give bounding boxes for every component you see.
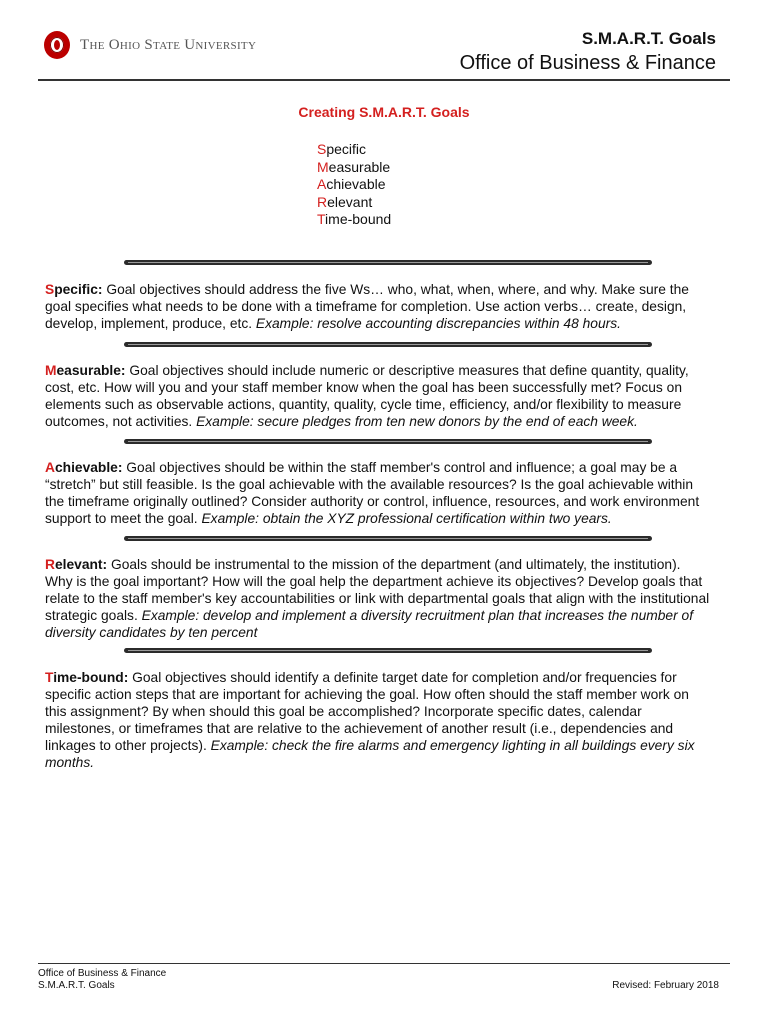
section-example: Example: resolve accounting discrepancies within 48 hours. — [255, 316, 621, 331]
section-example: Example: develop and implement a diversity recruitment plan that increases the number of diversity candidates by ten percent — [45, 608, 694, 640]
acronym-item: Specific — [317, 141, 367, 157]
acronym-item: Achievable — [317, 176, 386, 193]
footer-divider — [38, 963, 730, 964]
section-relevant — [45, 556, 710, 641]
acronym-item: Relevant — [317, 193, 373, 210]
acronym-list — [317, 141, 391, 229]
section-example: Example: check the fire alarms and emergency lighting in all buildings every six months. — [45, 738, 695, 770]
section-divider — [118, 341, 658, 348]
section-body: Goal objectives should be within the staff member's control and influence; a goal may be a “stretch” but still feasible. Is the goal achievable with the available resources? Is the goal achievable within the timeframe originally outlined? Consider authority or control, influence, resources, and work environment support to meet the goal. — [45, 460, 700, 526]
footer-doc: S.M.A.R.T. Goals — [38, 980, 115, 991]
footer-office: Office of Business & Finance — [38, 968, 167, 979]
acronym-item: Time-bound — [317, 211, 392, 228]
page-header — [0, 0, 768, 80]
section-heading: Achievable: — [45, 460, 123, 475]
section-body: Goals should be instrumental to the mission of the department (and ultimately, the institution). Why is the goal important? How will the goal help the department achieve its objectives? Develop goals that relate to the staff member's key accountabilities or link with departmental goals that align with the institutional strategic goals. — [45, 557, 710, 623]
section-divider — [118, 535, 658, 542]
block-o-icon — [44, 31, 70, 59]
section-divider — [118, 647, 658, 654]
footer-left — [38, 968, 166, 992]
main-title: Creating S.M.A.R.T. Goals — [298, 104, 470, 120]
section-body: Goal objectives should identify a definite target date for completion and/or frequencies for specific action steps that are important for achieving the goal. How often should the staff member work on this assignment? By when should this goal be accomplished? Incorporate specific dates, calendar milestones, or timeframes that are relative to the achievement of another result (i.e., dependencies and linkages to other projects). — [45, 670, 689, 753]
acronym-item: Measurable — [317, 158, 391, 175]
section-measurable — [45, 362, 710, 430]
document-title: S.M.A.R.T. Goals — [581, 29, 716, 48]
section-body: Goal objectives should address the five Ws… who, what, when, where, and why. Make sure the goal specifies what needs to be done with a timeframe for completion. Use action verbs… create, design, develop, implement, produce, etc. — [45, 282, 689, 331]
footer-revised: Revised: February 2018 — [612, 980, 719, 991]
office-title: Office of Business & Finance — [459, 52, 716, 74]
section-heading: Time-bound: — [45, 670, 129, 685]
section-heading: Specific: — [45, 282, 103, 297]
section-divider — [118, 438, 658, 445]
section-heading: Relevant: — [45, 557, 108, 572]
section-specific — [45, 281, 710, 332]
section-achievable — [45, 459, 710, 527]
header-divider — [38, 79, 730, 81]
section-example: Example: obtain the XYZ professional certification within two years. — [201, 511, 612, 526]
section-body: Goal objectives should include numeric or descriptive measures that define quantity, quality, cost, etc. How will you and your staff member know when the goal has been successfully met? Focus on elements such as observable actions, quantity, quality, cycle time, efficiency, and/or flexibility to measure outcomes, not activities. — [45, 363, 689, 429]
section-heading: Measurable: — [45, 363, 126, 378]
section-timebound — [45, 669, 710, 771]
university-name: The Ohio State University — [80, 36, 257, 53]
section-divider — [118, 259, 658, 266]
section-example: Example: secure pledges from ten new donors by the end of each week. — [196, 414, 638, 429]
university-logo — [44, 31, 256, 59]
